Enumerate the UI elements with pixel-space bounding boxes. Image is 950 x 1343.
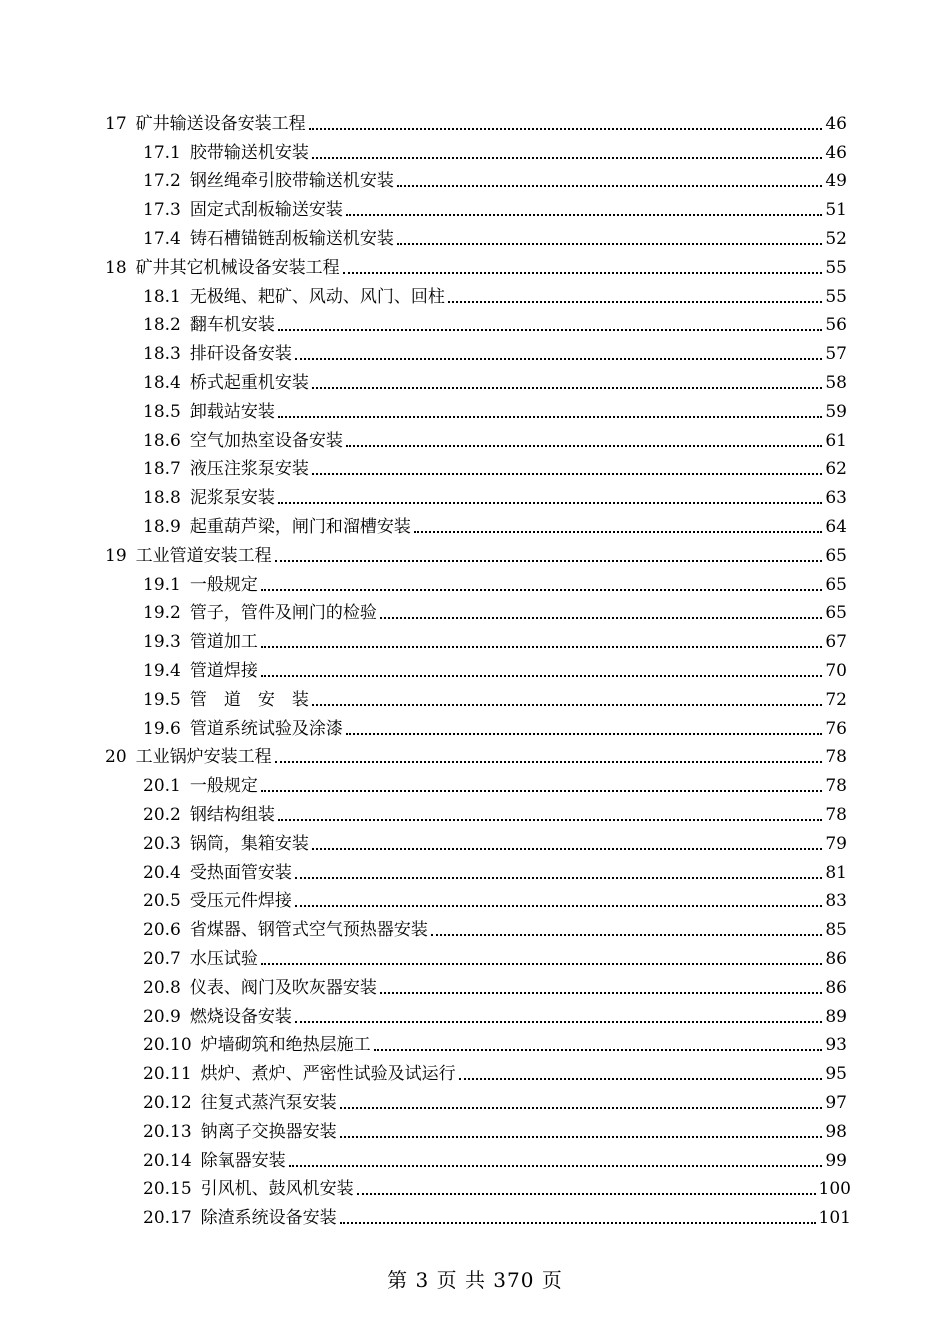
toc-entry-title: 管道系统试验及涂漆 xyxy=(189,718,343,739)
toc-entry-page: 63 xyxy=(825,488,847,509)
toc-entry-title: 液压注浆泵安装 xyxy=(189,459,309,480)
toc-section-entry[interactable] xyxy=(143,566,847,595)
toc-entry-number: 20.5 xyxy=(143,891,181,912)
toc-entry-title: 燃烧设备安装 xyxy=(189,1006,292,1027)
toc-section-entry[interactable] xyxy=(143,278,847,307)
toc-entry-title: 泥浆泵安装 xyxy=(189,488,275,509)
toc-section-entry[interactable] xyxy=(143,422,847,451)
toc-entry-title: 工业锅炉安装工程 xyxy=(135,747,272,768)
toc-section-entry[interactable] xyxy=(143,1171,851,1200)
toc-section-entry[interactable] xyxy=(143,1055,847,1084)
toc-chapter-entry[interactable] xyxy=(105,537,847,566)
toc-entry-number: 20.15 xyxy=(143,1179,192,1200)
toc-entry-title: 钠离子交换器安装 xyxy=(200,1121,337,1142)
toc-entry-page: 65 xyxy=(825,545,847,566)
toc-entry-page: 93 xyxy=(825,1035,847,1056)
toc-entry-title: 锅筒，集箱安装 xyxy=(189,833,309,854)
toc-entry-number: 19.1 xyxy=(143,574,181,595)
toc-entry-page: 55 xyxy=(825,257,847,278)
dot-leader xyxy=(295,877,823,879)
toc-entry-page: 83 xyxy=(825,891,847,912)
dot-leader xyxy=(346,445,823,447)
toc-entry-title: 一般规定 xyxy=(189,574,258,595)
toc-entry-page: 79 xyxy=(825,833,847,854)
dot-leader xyxy=(309,128,823,130)
dot-leader xyxy=(289,1165,823,1167)
toc-entry-title: 管道加工 xyxy=(189,632,258,653)
toc-entry-title: 排矸设备安装 xyxy=(189,344,292,365)
toc-entry-number: 20.17 xyxy=(143,1208,192,1229)
toc-section-entry[interactable] xyxy=(143,1027,847,1056)
dot-leader xyxy=(275,560,823,562)
toc-entry-number: 20.13 xyxy=(143,1121,192,1142)
toc-entry-title: 引风机、鼓风机安装 xyxy=(200,1179,354,1200)
toc-entry-title: 烘炉、煮炉、严密性试验及试运行 xyxy=(200,1064,456,1085)
dot-leader xyxy=(312,848,823,850)
toc-entry-title: 无极绳、耙矿、风动、风门、回柱 xyxy=(189,286,445,307)
toc-entry-title: 矿井其它机械设备安装工程 xyxy=(135,257,340,278)
dot-leader xyxy=(295,1021,823,1023)
dot-leader xyxy=(312,387,823,389)
dot-leader xyxy=(275,761,823,763)
toc-section-entry[interactable] xyxy=(143,911,847,940)
dot-leader xyxy=(459,1078,823,1080)
dot-leader xyxy=(340,1136,823,1138)
toc-entry-number: 20.11 xyxy=(143,1064,192,1085)
toc-entry-number: 18 xyxy=(105,257,127,278)
toc-section-entry[interactable] xyxy=(143,767,847,796)
toc-entry-page: 52 xyxy=(825,228,847,249)
dot-leader xyxy=(312,157,823,159)
toc-entry-number: 17.4 xyxy=(143,228,181,249)
toc-entry-page: 58 xyxy=(825,372,847,393)
toc-section-entry[interactable] xyxy=(143,163,847,192)
toc-section-entry[interactable] xyxy=(143,825,847,854)
dot-leader xyxy=(261,790,823,792)
toc-entry-page: 86 xyxy=(825,948,847,969)
toc-entry-number: 20.4 xyxy=(143,862,181,883)
toc-chapter-entry[interactable] xyxy=(105,249,847,278)
toc-entry-page: 49 xyxy=(825,171,847,192)
toc-entry-number: 20.12 xyxy=(143,1092,192,1113)
dot-leader xyxy=(343,272,823,274)
dot-leader xyxy=(312,704,823,706)
toc-entry-number: 19.6 xyxy=(143,718,181,739)
toc-section-entry[interactable] xyxy=(143,681,847,710)
toc-entry-page: 78 xyxy=(825,804,847,825)
dot-leader xyxy=(261,675,823,677)
dot-leader xyxy=(295,905,823,907)
toc-entry-page: 59 xyxy=(825,401,847,422)
toc-entry-page: 100 xyxy=(818,1179,851,1200)
toc-entry-number: 18.8 xyxy=(143,488,181,509)
toc-entry-number: 20.10 xyxy=(143,1035,192,1056)
toc-entry-title: 钢结构组装 xyxy=(189,804,275,825)
dot-leader xyxy=(380,992,823,994)
toc-entry-page: 78 xyxy=(825,776,847,797)
toc-entry-title: 往复式蒸汽泵安装 xyxy=(200,1092,337,1113)
toc-section-entry[interactable] xyxy=(143,796,847,825)
toc-entry-number: 18.7 xyxy=(143,459,181,480)
toc-section-entry[interactable] xyxy=(143,1113,847,1142)
toc-entry-number: 18.2 xyxy=(143,315,181,336)
toc-section-entry[interactable] xyxy=(143,940,847,969)
toc-entry-page: 89 xyxy=(825,1006,847,1027)
toc-entry-number: 17.1 xyxy=(143,142,181,163)
toc-entry-number: 18.9 xyxy=(143,516,181,537)
toc-section-entry[interactable] xyxy=(143,710,847,739)
toc-entry-title: 管 道 安 装 xyxy=(189,689,309,710)
toc-entry-page: 72 xyxy=(825,689,847,710)
toc-entry-number: 20 xyxy=(105,747,127,768)
dot-leader xyxy=(431,934,823,936)
toc-section-entry[interactable] xyxy=(143,307,847,336)
toc-entry-title: 一般规定 xyxy=(189,776,258,797)
dot-leader xyxy=(312,473,823,475)
toc-entry-title: 受压元件焊接 xyxy=(189,891,292,912)
dot-leader xyxy=(278,819,823,821)
toc-entry-page: 81 xyxy=(825,862,847,883)
toc-entry-title: 省煤器、钢管式空气预热器安装 xyxy=(189,920,428,941)
toc-entry-page: 64 xyxy=(825,516,847,537)
toc-entry-number: 18.1 xyxy=(143,286,181,307)
toc-entry-number: 20.2 xyxy=(143,804,181,825)
toc-entry-page: 99 xyxy=(825,1150,847,1171)
toc-entry-title: 固定式刮板输送安装 xyxy=(189,200,343,221)
toc-section-entry[interactable] xyxy=(143,134,847,163)
toc-entry-page: 97 xyxy=(825,1092,847,1113)
toc-entry-page: 57 xyxy=(825,344,847,365)
toc-entry-page: 56 xyxy=(825,315,847,336)
toc-entry-page: 65 xyxy=(825,574,847,595)
toc-section-entry[interactable] xyxy=(143,508,847,537)
toc-section-entry[interactable] xyxy=(143,1084,847,1113)
toc-entry-page: 95 xyxy=(825,1064,847,1085)
dot-leader xyxy=(397,185,823,187)
toc-entry-number: 20.8 xyxy=(143,977,181,998)
toc-chapter-entry[interactable] xyxy=(105,739,847,768)
dot-leader xyxy=(346,733,823,735)
toc-entry-number: 20.14 xyxy=(143,1150,192,1171)
toc-entry-title: 钢丝绳牵引胶带输送机安装 xyxy=(189,171,394,192)
toc-section-entry[interactable] xyxy=(143,969,847,998)
toc-section-entry[interactable] xyxy=(143,364,847,393)
toc-chapter-entry[interactable] xyxy=(105,105,847,134)
dot-leader xyxy=(357,1193,816,1195)
dot-leader xyxy=(380,617,823,619)
toc-entry-number: 20.1 xyxy=(143,776,181,797)
toc-entry-number: 20.9 xyxy=(143,1006,181,1027)
toc-entry-page: 51 xyxy=(825,200,847,221)
dot-leader xyxy=(346,214,823,216)
toc-entry-page: 65 xyxy=(825,603,847,624)
toc-section-entry[interactable] xyxy=(143,220,847,249)
toc-section-entry[interactable] xyxy=(143,652,847,681)
toc-entry-title: 翻车机安装 xyxy=(189,315,275,336)
dot-leader xyxy=(278,416,823,418)
dot-leader xyxy=(340,1107,823,1109)
toc-entry-number: 17.2 xyxy=(143,171,181,192)
toc-section-entry[interactable] xyxy=(143,191,847,220)
dot-leader xyxy=(448,301,823,303)
dot-leader xyxy=(295,358,823,360)
dot-leader xyxy=(261,589,823,591)
toc-section-entry[interactable] xyxy=(143,335,847,364)
toc-entry-title: 矿井输送设备安装工程 xyxy=(135,113,306,134)
toc-entry-number: 20.3 xyxy=(143,833,181,854)
toc-entry-title: 管道焊接 xyxy=(189,660,258,681)
toc-entry-title: 铸石槽锚链刮板输送机安装 xyxy=(189,228,394,249)
toc-entry-number: 17.3 xyxy=(143,200,181,221)
toc-entry-number: 19.2 xyxy=(143,603,181,624)
toc-entry-number: 18.5 xyxy=(143,401,181,422)
toc-entry-page: 55 xyxy=(825,286,847,307)
toc-section-entry[interactable] xyxy=(143,998,847,1027)
toc-entry-number: 19.4 xyxy=(143,660,181,681)
toc-entry-title: 桥式起重机安装 xyxy=(189,372,309,393)
toc-entry-title: 仪表、阀门及吹灰器安装 xyxy=(189,977,377,998)
page-footer: 第 3 页 共 370 页 xyxy=(387,1268,563,1292)
toc-entry-page: 67 xyxy=(825,632,847,653)
toc-entry-page: 101 xyxy=(818,1208,851,1229)
toc-entry-title: 工业管道安装工程 xyxy=(135,545,272,566)
toc-entry-page: 62 xyxy=(825,459,847,480)
toc-section-entry[interactable] xyxy=(143,451,847,480)
toc-entry-page: 46 xyxy=(825,113,847,134)
toc-section-entry[interactable] xyxy=(143,883,847,912)
dot-leader xyxy=(374,1049,823,1051)
toc-entry-title: 空气加热室设备安装 xyxy=(189,430,343,451)
dot-leader xyxy=(340,1222,816,1224)
toc-section-entry[interactable] xyxy=(143,854,847,883)
toc-entry-page: 98 xyxy=(825,1121,847,1142)
toc-entry-number: 18.6 xyxy=(143,430,181,451)
toc-entry-title: 卸载站安装 xyxy=(189,401,275,422)
toc-entry-page: 61 xyxy=(825,430,847,451)
toc-entry-number: 17 xyxy=(105,113,127,134)
toc-entry-page: 76 xyxy=(825,718,847,739)
toc-section-entry[interactable] xyxy=(143,1199,851,1228)
toc-entry-page: 70 xyxy=(825,660,847,681)
toc-entry-title: 胶带输送机安装 xyxy=(189,142,309,163)
toc-entry-number: 18.4 xyxy=(143,372,181,393)
toc-entry-title: 受热面管安装 xyxy=(189,862,292,883)
dot-leader xyxy=(397,243,823,245)
toc-entry-title: 除氧器安装 xyxy=(200,1150,286,1171)
toc-entry-number: 20.7 xyxy=(143,948,181,969)
toc-entry-number: 19.5 xyxy=(143,689,181,710)
toc-entry-title: 除渣系统设备安装 xyxy=(200,1208,337,1229)
dot-leader xyxy=(261,646,823,648)
toc-entry-page: 86 xyxy=(825,977,847,998)
toc-section-entry[interactable] xyxy=(143,479,847,508)
toc-entry-number: 20.6 xyxy=(143,920,181,941)
toc-entry-number: 18.3 xyxy=(143,344,181,365)
dot-leader xyxy=(414,531,823,533)
toc-entry-number: 19.3 xyxy=(143,632,181,653)
toc-section-entry[interactable] xyxy=(143,393,847,422)
toc-entry-title: 起重葫芦梁，闸门和溜槽安装 xyxy=(189,516,411,537)
toc-entry-title: 管子，管件及闸门的检验 xyxy=(189,603,377,624)
toc-section-entry[interactable] xyxy=(143,623,847,652)
dot-leader xyxy=(278,329,823,331)
toc-entry-number: 19 xyxy=(105,545,127,566)
dot-leader xyxy=(261,963,823,965)
toc-entry-title: 炉墙砌筑和绝热层施工 xyxy=(200,1035,371,1056)
toc-entry-page: 85 xyxy=(825,920,847,941)
dot-leader xyxy=(278,502,823,504)
toc-entry-title: 水压试验 xyxy=(189,948,258,969)
toc-entry-page: 46 xyxy=(825,142,847,163)
toc-section-entry[interactable] xyxy=(143,595,847,624)
toc-section-entry[interactable] xyxy=(143,1142,847,1171)
toc-entry-page: 78 xyxy=(825,747,847,768)
